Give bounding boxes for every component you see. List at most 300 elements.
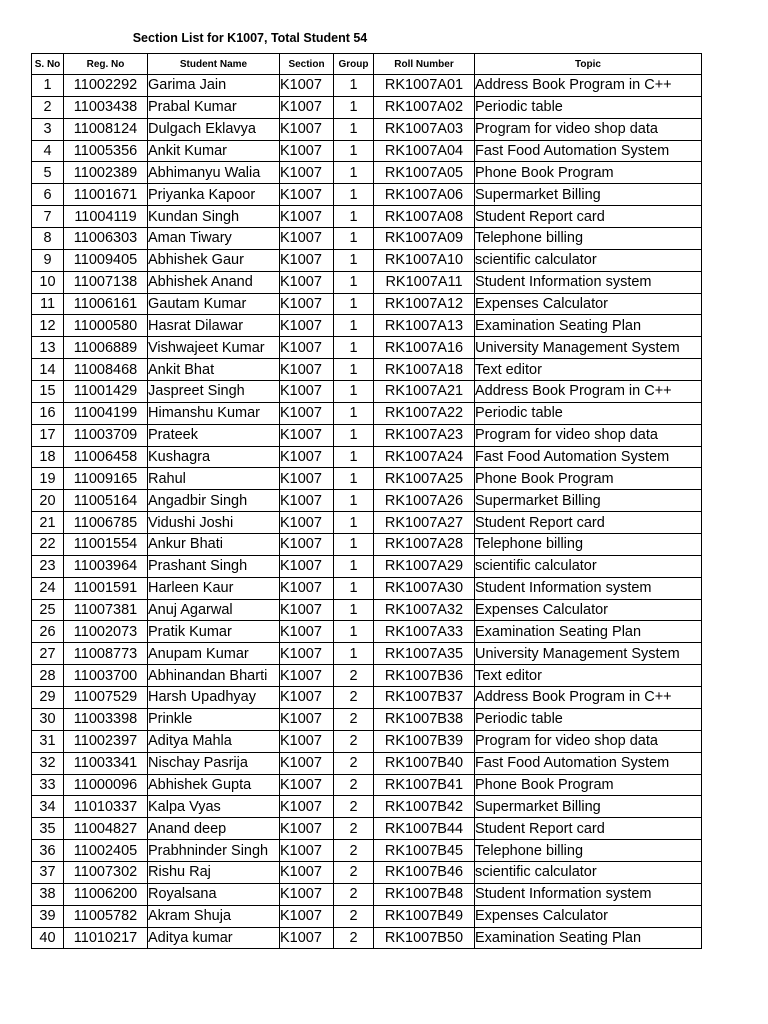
name-cell: Abhishek Gaur [148,249,280,271]
regno-cell: 11010337 [64,796,148,818]
regno-cell: 11000580 [64,315,148,337]
regno-cell: 11003700 [64,665,148,687]
roll-cell: RK1007A13 [374,315,475,337]
group-cell: 1 [334,402,374,424]
table-row [32,162,702,184]
sno-cell: 32 [32,752,64,774]
name-cell: Prabhninder Singh [148,840,280,862]
sno-cell: 22 [32,534,64,556]
regno-cell: 11006161 [64,293,148,315]
table-row [32,228,702,250]
sno-cell: 15 [32,381,64,403]
roll-cell: RK1007A32 [374,599,475,621]
regno-cell: 11004827 [64,818,148,840]
roll-cell: RK1007A30 [374,577,475,599]
topic-cell: Expenses Calculator [475,599,702,621]
section-cell: K1007 [280,490,334,512]
sno-cell: 31 [32,730,64,752]
section-cell: K1007 [280,162,334,184]
sno-cell: 27 [32,643,64,665]
section-cell: K1007 [280,818,334,840]
table-row [32,206,702,228]
regno-cell: 11003438 [64,96,148,118]
section-cell: K1007 [280,708,334,730]
group-cell: 2 [334,861,374,883]
topic-cell: Phone Book Program [475,774,702,796]
name-cell: Abhishek Gupta [148,774,280,796]
table-row [32,708,702,730]
header-sno: S. No [32,54,64,75]
table-row [32,184,702,206]
header-section: Section [280,54,334,75]
topic-cell: Program for video shop data [475,730,702,752]
table-row [32,468,702,490]
roll-cell: RK1007B38 [374,708,475,730]
table-row [32,577,702,599]
regno-cell: 11010217 [64,927,148,949]
name-cell: Aman Tiwary [148,228,280,250]
topic-cell: Phone Book Program [475,162,702,184]
roll-cell: RK1007B49 [374,905,475,927]
table-row [32,621,702,643]
table-row [32,599,702,621]
sno-cell: 3 [32,118,64,140]
regno-cell: 11007302 [64,861,148,883]
section-cell: K1007 [280,687,334,709]
sno-cell: 1 [32,75,64,97]
group-cell: 1 [334,184,374,206]
name-cell: Gautam Kumar [148,293,280,315]
regno-cell: 11004199 [64,402,148,424]
roll-cell: RK1007A24 [374,446,475,468]
section-cell: K1007 [280,402,334,424]
group-cell: 1 [334,381,374,403]
section-cell: K1007 [280,555,334,577]
sno-cell: 8 [32,228,64,250]
sno-cell: 29 [32,687,64,709]
table-row [32,927,702,949]
roll-cell: RK1007A35 [374,643,475,665]
group-cell: 1 [334,424,374,446]
table-row [32,381,702,403]
sno-cell: 21 [32,512,64,534]
topic-cell: scientific calculator [475,249,702,271]
group-cell: 2 [334,774,374,796]
name-cell: Vidushi Joshi [148,512,280,534]
group-cell: 2 [334,796,374,818]
header-name: Student Name [148,54,280,75]
name-cell: Kushagra [148,446,280,468]
group-cell: 1 [334,599,374,621]
table-row [32,96,702,118]
group-cell: 2 [334,883,374,905]
roll-cell: RK1007A25 [374,468,475,490]
sno-cell: 28 [32,665,64,687]
table-row [32,687,702,709]
name-cell: Prinkle [148,708,280,730]
name-cell: Prateek [148,424,280,446]
sno-cell: 7 [32,206,64,228]
section-cell: K1007 [280,927,334,949]
name-cell: Rishu Raj [148,861,280,883]
topic-cell: Student Report card [475,818,702,840]
name-cell: Ankur Bhati [148,534,280,556]
group-cell: 1 [334,293,374,315]
sno-cell: 24 [32,577,64,599]
topic-cell: Periodic table [475,402,702,424]
table-row [32,118,702,140]
section-cell: K1007 [280,206,334,228]
roll-cell: RK1007A12 [374,293,475,315]
topic-cell: Examination Seating Plan [475,927,702,949]
roll-cell: RK1007A11 [374,271,475,293]
group-cell: 1 [334,162,374,184]
section-cell: K1007 [280,621,334,643]
roll-cell: RK1007A18 [374,359,475,381]
topic-cell: Student Information system [475,271,702,293]
topic-cell: Student Report card [475,206,702,228]
sno-cell: 34 [32,796,64,818]
table-row [32,883,702,905]
sno-cell: 17 [32,424,64,446]
group-cell: 1 [334,206,374,228]
section-cell: K1007 [280,774,334,796]
topic-cell: scientific calculator [475,861,702,883]
roll-cell: RK1007B44 [374,818,475,840]
topic-cell: Program for video shop data [475,118,702,140]
section-cell: K1007 [280,271,334,293]
regno-cell: 11005356 [64,140,148,162]
table-row [32,861,702,883]
section-cell: K1007 [280,905,334,927]
group-cell: 1 [334,118,374,140]
regno-cell: 11005164 [64,490,148,512]
roll-cell: RK1007A04 [374,140,475,162]
sno-cell: 19 [32,468,64,490]
section-cell: K1007 [280,249,334,271]
name-cell: Priyanka Kapoor [148,184,280,206]
section-cell: K1007 [280,315,334,337]
regno-cell: 11006458 [64,446,148,468]
roll-cell: RK1007A10 [374,249,475,271]
sno-cell: 14 [32,359,64,381]
group-cell: 2 [334,708,374,730]
roll-cell: RK1007B42 [374,796,475,818]
roll-cell: RK1007B37 [374,687,475,709]
roll-cell: RK1007A21 [374,381,475,403]
name-cell: Royalsana [148,883,280,905]
table-row [32,424,702,446]
regno-cell: 11008468 [64,359,148,381]
regno-cell: 11007381 [64,599,148,621]
name-cell: Anuj Agarwal [148,599,280,621]
name-cell: Prabal Kumar [148,96,280,118]
topic-cell: Expenses Calculator [475,293,702,315]
regno-cell: 11000096 [64,774,148,796]
table-row [32,730,702,752]
group-cell: 1 [334,271,374,293]
name-cell: Hasrat Dilawar [148,315,280,337]
name-cell: Abhishek Anand [148,271,280,293]
name-cell: Ankit Kumar [148,140,280,162]
group-cell: 1 [334,490,374,512]
section-cell: K1007 [280,446,334,468]
name-cell: Akram Shuja [148,905,280,927]
roll-cell: RK1007B39 [374,730,475,752]
roll-cell: RK1007A05 [374,162,475,184]
sno-cell: 39 [32,905,64,927]
topic-cell: Telephone billing [475,534,702,556]
topic-cell: Phone Book Program [475,468,702,490]
sno-cell: 12 [32,315,64,337]
name-cell: Vishwajeet Kumar [148,337,280,359]
table-row [32,402,702,424]
table-row [32,796,702,818]
name-cell: Dulgach Eklavya [148,118,280,140]
name-cell: Anand deep [148,818,280,840]
topic-cell: Telephone billing [475,840,702,862]
topic-cell: Text editor [475,665,702,687]
topic-cell: scientific calculator [475,555,702,577]
name-cell: Himanshu Kumar [148,402,280,424]
regno-cell: 11001429 [64,381,148,403]
name-cell: Kundan Singh [148,206,280,228]
roll-cell: RK1007B50 [374,927,475,949]
table-header-row [32,54,702,75]
section-cell: K1007 [280,140,334,162]
topic-cell: University Management System [475,643,702,665]
section-cell: K1007 [280,599,334,621]
roll-cell: RK1007A03 [374,118,475,140]
sno-cell: 26 [32,621,64,643]
regno-cell: 11004119 [64,206,148,228]
topic-cell: Address Book Program in C++ [475,75,702,97]
name-cell: Ankit Bhat [148,359,280,381]
regno-cell: 11005782 [64,905,148,927]
roll-cell: RK1007A09 [374,228,475,250]
student-table [31,53,702,949]
regno-cell: 11002389 [64,162,148,184]
regno-cell: 11002073 [64,621,148,643]
group-cell: 1 [334,534,374,556]
group-cell: 2 [334,752,374,774]
topic-cell: Fast Food Automation System [475,752,702,774]
roll-cell: RK1007A27 [374,512,475,534]
group-cell: 1 [334,621,374,643]
roll-cell: RK1007A33 [374,621,475,643]
section-cell: K1007 [280,643,334,665]
name-cell: Kalpa Vyas [148,796,280,818]
group-cell: 1 [334,468,374,490]
roll-cell: RK1007B48 [374,883,475,905]
sno-cell: 10 [32,271,64,293]
sno-cell: 2 [32,96,64,118]
regno-cell: 11003964 [64,555,148,577]
sno-cell: 20 [32,490,64,512]
section-cell: K1007 [280,512,334,534]
section-cell: K1007 [280,75,334,97]
section-cell: K1007 [280,337,334,359]
group-cell: 2 [334,927,374,949]
roll-cell: RK1007A22 [374,402,475,424]
sno-cell: 16 [32,402,64,424]
table-row [32,140,702,162]
section-cell: K1007 [280,118,334,140]
name-cell: Prashant Singh [148,555,280,577]
topic-cell: Supermarket Billing [475,490,702,512]
section-cell: K1007 [280,293,334,315]
regno-cell: 11007529 [64,687,148,709]
group-cell: 1 [334,359,374,381]
group-cell: 1 [334,643,374,665]
topic-cell: Periodic table [475,708,702,730]
section-cell: K1007 [280,534,334,556]
sno-cell: 33 [32,774,64,796]
sno-cell: 37 [32,861,64,883]
table-row [32,534,702,556]
section-cell: K1007 [280,228,334,250]
group-cell: 1 [334,577,374,599]
section-cell: K1007 [280,752,334,774]
name-cell: Pratik Kumar [148,621,280,643]
group-cell: 2 [334,818,374,840]
sno-cell: 38 [32,883,64,905]
topic-cell: Expenses Calculator [475,905,702,927]
sno-cell: 30 [32,708,64,730]
regno-cell: 11001671 [64,184,148,206]
section-cell: K1007 [280,840,334,862]
table-row [32,840,702,862]
topic-cell: Student Information system [475,883,702,905]
regno-cell: 11002405 [64,840,148,862]
sno-cell: 4 [32,140,64,162]
page-title: Section List for K1007, Total Student 54 [132,31,368,45]
table-row [32,446,702,468]
group-cell: 1 [334,555,374,577]
group-cell: 1 [334,140,374,162]
sno-cell: 5 [32,162,64,184]
group-cell: 2 [334,905,374,927]
topic-cell: Program for video shop data [475,424,702,446]
regno-cell: 11003341 [64,752,148,774]
name-cell: Angadbir Singh [148,490,280,512]
header-regno: Reg. No [64,54,148,75]
section-cell: K1007 [280,359,334,381]
table-row [32,555,702,577]
topic-cell: Address Book Program in C++ [475,687,702,709]
roll-cell: RK1007B40 [374,752,475,774]
roll-cell: RK1007B36 [374,665,475,687]
name-cell: Harsh Upadhyay [148,687,280,709]
name-cell: Garima Jain [148,75,280,97]
name-cell: Abhinandan Bharti [148,665,280,687]
section-cell: K1007 [280,381,334,403]
regno-cell: 11006200 [64,883,148,905]
table-row [32,75,702,97]
group-cell: 2 [334,730,374,752]
name-cell: Abhimanyu Walia [148,162,280,184]
regno-cell: 11002397 [64,730,148,752]
sno-cell: 40 [32,927,64,949]
regno-cell: 11007138 [64,271,148,293]
table-row [32,643,702,665]
sno-cell: 13 [32,337,64,359]
topic-cell: University Management System [475,337,702,359]
roll-cell: RK1007A08 [374,206,475,228]
name-cell: Harleen Kaur [148,577,280,599]
roll-cell: RK1007A23 [374,424,475,446]
header-group: Group [334,54,374,75]
regno-cell: 11006303 [64,228,148,250]
regno-cell: 11008773 [64,643,148,665]
sno-cell: 23 [32,555,64,577]
roll-cell: RK1007B46 [374,861,475,883]
table-row [32,359,702,381]
section-cell: K1007 [280,861,334,883]
section-cell: K1007 [280,796,334,818]
regno-cell: 11003709 [64,424,148,446]
group-cell: 1 [334,75,374,97]
table-row [32,905,702,927]
section-cell: K1007 [280,577,334,599]
section-cell: K1007 [280,468,334,490]
section-cell: K1007 [280,184,334,206]
regno-cell: 11009165 [64,468,148,490]
sno-cell: 35 [32,818,64,840]
roll-cell: RK1007A29 [374,555,475,577]
table-row [32,774,702,796]
roll-cell: RK1007A28 [374,534,475,556]
table-row [32,490,702,512]
regno-cell: 11006785 [64,512,148,534]
roll-cell: RK1007A06 [374,184,475,206]
name-cell: Nischay Pasrija [148,752,280,774]
group-cell: 1 [334,228,374,250]
roll-cell: RK1007B41 [374,774,475,796]
header-roll: Roll Number [374,54,475,75]
group-cell: 1 [334,512,374,534]
section-cell: K1007 [280,424,334,446]
topic-cell: Student Information system [475,577,702,599]
table-row [32,271,702,293]
regno-cell: 11001591 [64,577,148,599]
table-row [32,315,702,337]
topic-cell: Supermarket Billing [475,184,702,206]
table-row [32,818,702,840]
regno-cell: 11008124 [64,118,148,140]
group-cell: 1 [334,446,374,468]
sno-cell: 9 [32,249,64,271]
section-cell: K1007 [280,730,334,752]
table-row [32,337,702,359]
topic-cell: Text editor [475,359,702,381]
roll-cell: RK1007A16 [374,337,475,359]
topic-cell: Telephone billing [475,228,702,250]
table-row [32,293,702,315]
roll-cell: RK1007A01 [374,75,475,97]
section-cell: K1007 [280,883,334,905]
group-cell: 2 [334,687,374,709]
section-cell: K1007 [280,96,334,118]
topic-cell: Fast Food Automation System [475,446,702,468]
group-cell: 1 [334,315,374,337]
topic-cell: Student Report card [475,512,702,534]
regno-cell: 11009405 [64,249,148,271]
name-cell: Aditya kumar [148,927,280,949]
topic-cell: Examination Seating Plan [475,621,702,643]
topic-cell: Supermarket Billing [475,796,702,818]
name-cell: Aditya Mahla [148,730,280,752]
